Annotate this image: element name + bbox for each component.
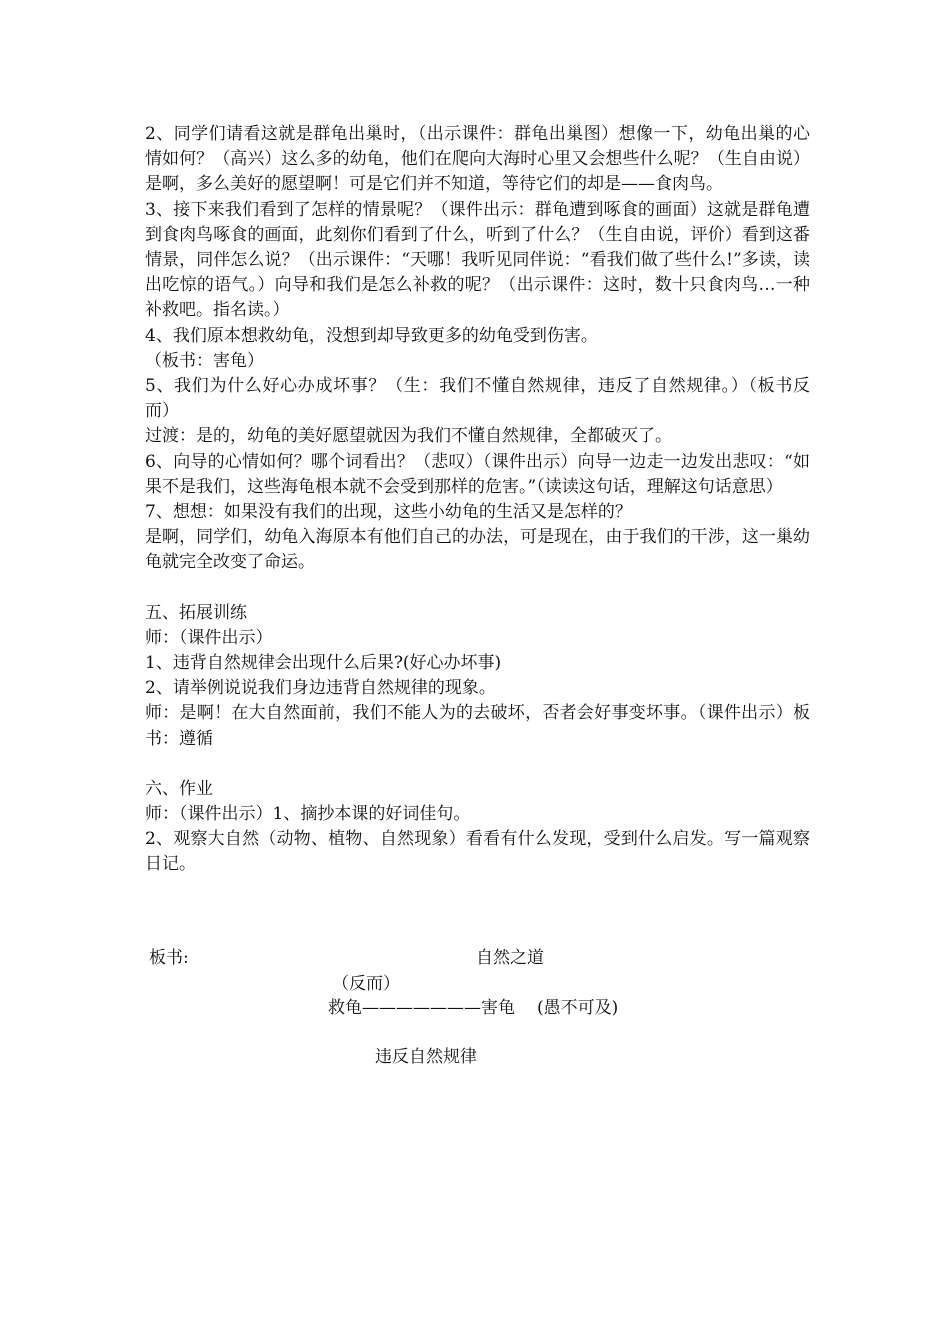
- blank-line: [145, 576, 810, 601]
- section-heading-extension: 五、拓展训练: [145, 602, 247, 623]
- paragraph-question-1: 1、违背自然规律会出现什么后果?(好心办坏事): [145, 653, 502, 674]
- paragraph-step-7: 7、想想：如果没有我们的出现，这些小幼龟的生活又是怎样的？: [145, 502, 632, 523]
- board-foolish-note: (愚不可及): [537, 998, 619, 1018]
- board-rescue-harm-line: 救龟———————害龟: [328, 998, 515, 1018]
- paragraph-homework-2: 2、观察大自然（动物、植物、自然现象）看看有什么发现，受到什么启发。写一篇观察日记。: [145, 829, 810, 875]
- board-violate-law: 违反自然规律: [375, 1047, 477, 1067]
- paragraph-board-note-haigui: （板书：害龟）: [145, 350, 264, 371]
- paragraph-step-3: 3、接下来我们看到了怎样的情景呢？（课件出示：群龟遭到啄食的画面）这就是群龟遭到食肉鸟啄食的画面，此刻你们看到了什么，听到了什么？（生自由说，评价）看到这番情景，同伴怎么说？（出示课件：“天哪！我听见同伴说：“看我们做了些什么!”多读，读出吃惊的语气。）向导和我们是怎么补救的呢？（出示课件：这时，数十只食肉鸟…一种补救吧。指名读。）: [145, 199, 810, 321]
- paragraph-step-6: 6、向导的心情如何？哪个词看出？（悲叹）（课件出示）向导一边走一边发出悲叹：“如果不是我们，这些海龟根本就不会受到那样的危害。”（读读这句话，理解这句话意思）: [145, 451, 810, 497]
- paragraph-step-4: 4、我们原本想救幼龟，没想到却导致更多的幼龟受到伤害。: [145, 325, 598, 346]
- paragraph-step-5: 5、我们为什么好心办成坏事？（生：我们不懂自然规律，违反了自然规律。）（板书反而）: [145, 376, 810, 422]
- board-fan-er: （反而）: [332, 974, 400, 994]
- paragraph-conclusion: 是啊，同学们，幼龟入海原本有他们自己的办法，可是现在，由于我们的干涉，这一巢幼龟就完全改变了命运。: [145, 527, 810, 573]
- blank-line: [145, 752, 810, 777]
- paragraph-homework-1: 师：（课件出示）1、摘抄本课的好词佳句。: [145, 804, 471, 825]
- board-title: 自然之道: [476, 948, 544, 968]
- board-label: 板书:: [149, 948, 189, 968]
- paragraph-teacher-courseware: 师：（课件出示）: [145, 627, 273, 648]
- paragraph-question-2: 2、请举例说说我们身边违背自然规律的现象。: [145, 678, 496, 699]
- section-heading-homework: 六、作业: [145, 778, 213, 799]
- paragraph-transition: 过渡：是的，幼龟的美好愿望就因为我们不懂自然规律，全都破灭了。: [145, 426, 672, 447]
- paragraph-teacher-summary: 师：是啊！在大自然面前，我们不能人为的去破坏，否者会好事变坏事。（课件出示）板书：遵循: [145, 703, 810, 749]
- lesson-text: [145, 122, 810, 878]
- paragraph-step-2: 2、同学们请看这就是群龟出巢时，（出示课件：群龟出巢图）想像一下，幼龟出巢的心情如何？（高兴）这么多的幼龟，他们在爬向大海时心里又会想些什么呢？（生自由说）是啊，多么美好的愿望啊！可是它们并不知道，等待它们的却是——食肉鸟。: [145, 124, 810, 195]
